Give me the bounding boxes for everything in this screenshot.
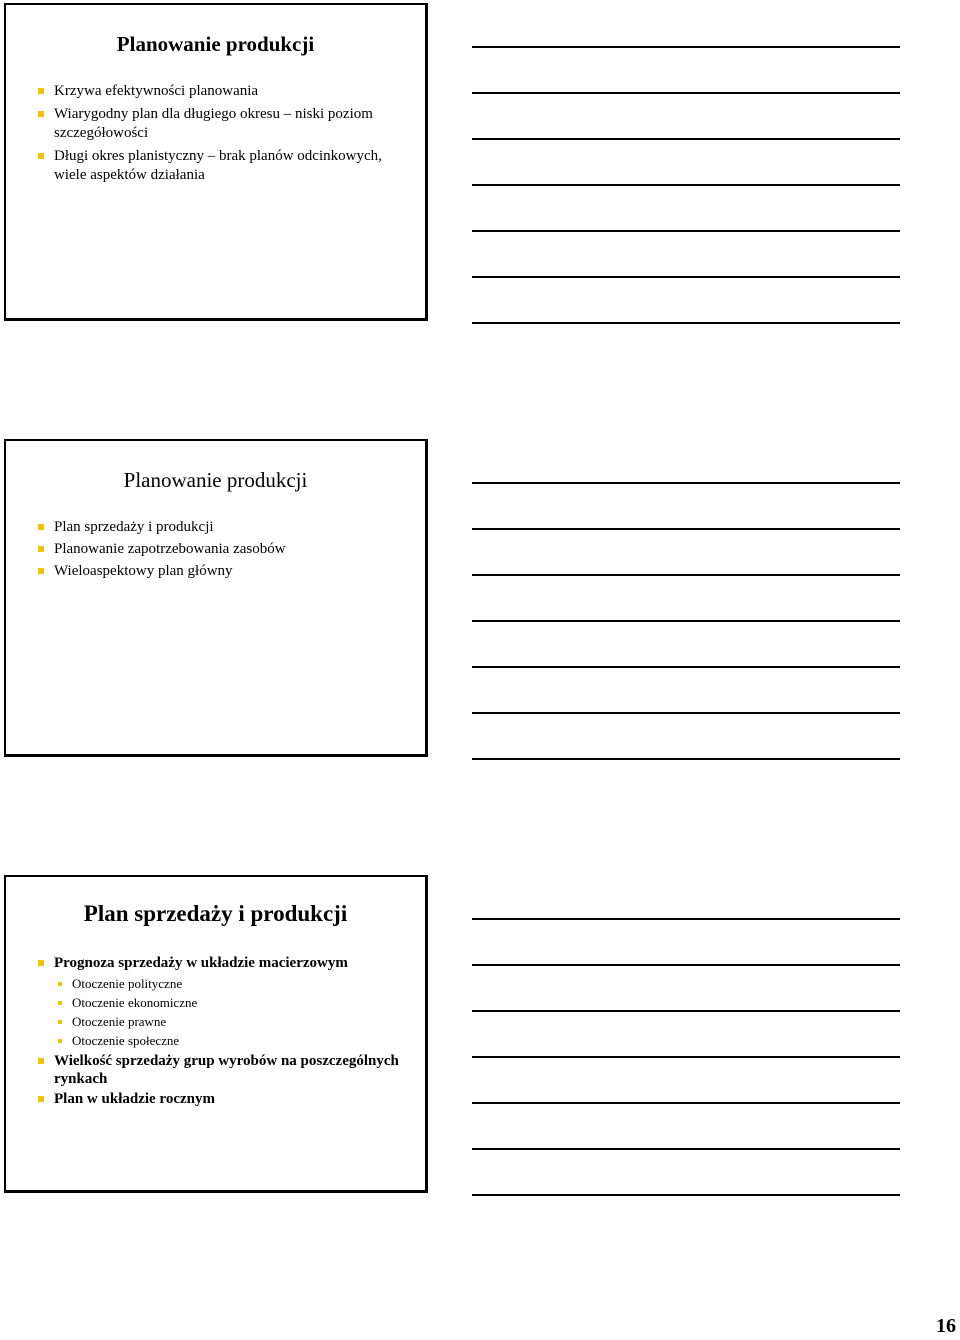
note-line [472,964,900,966]
note-line [472,712,900,714]
note-line [472,666,900,668]
note-line [472,918,900,920]
bullet-list [36,954,409,1110]
slide-title: Plan sprzedaży i produkcji [83,901,348,926]
note-line [472,1010,900,1012]
note-line [472,92,900,94]
note-line [472,574,900,576]
list-item: Długi okres planistyczny – brak planów odcinkowych, wiele aspektów działania [36,147,409,185]
note-line [472,528,900,530]
note-line [472,1102,900,1104]
note-line [472,620,900,622]
note-line [472,322,900,324]
bullet-list [36,518,409,584]
note-line [472,758,900,760]
sub-list-item: Otoczenie polityczne [54,974,409,993]
list-item: Planowanie zapotrzebowania zasobów [36,540,409,559]
list-item: Krzywa efektywności planowania [36,82,409,101]
sub-list-item: Otoczenie społeczne [54,1031,409,1050]
note-line [472,184,900,186]
notes-lines [472,482,900,804]
sub-bullet-list [54,974,409,1050]
page-number: 16 [936,1315,956,1337]
notes-lines [472,46,900,368]
slide-3 [4,875,428,1193]
note-line [472,1056,900,1058]
note-line [472,1194,900,1196]
slide-title: Planowanie produkcji [123,468,308,492]
list-item: Plan w układzie rocznym [36,1090,409,1108]
note-line [472,1148,900,1150]
note-line [472,482,900,484]
note-line [472,138,900,140]
list-item: Plan sprzedaży i produkcji [36,518,409,537]
note-line [472,46,900,48]
note-line [472,276,900,278]
slide-1 [4,3,428,321]
list-item: Wieloaspektowy plan główny [36,562,409,581]
sub-list-item: Otoczenie prawne [54,1012,409,1031]
sub-list-item: Otoczenie ekonomiczne [54,993,409,1012]
notes-lines [472,918,900,1240]
bullet-list [36,82,409,189]
list-item: Wielkość sprzedaży grup wyrobów na poszczególnych rynkach [36,1052,409,1088]
note-line [472,230,900,232]
list-item-label: Prognoza sprzedaży w układzie macierzowym [54,955,348,971]
list-item [36,954,409,1050]
list-item: Wiarygodny plan dla długiego okresu – niski poziom szczegółowości [36,105,409,143]
slide-title: Planowanie produkcji [116,32,315,56]
slide-2 [4,439,428,757]
